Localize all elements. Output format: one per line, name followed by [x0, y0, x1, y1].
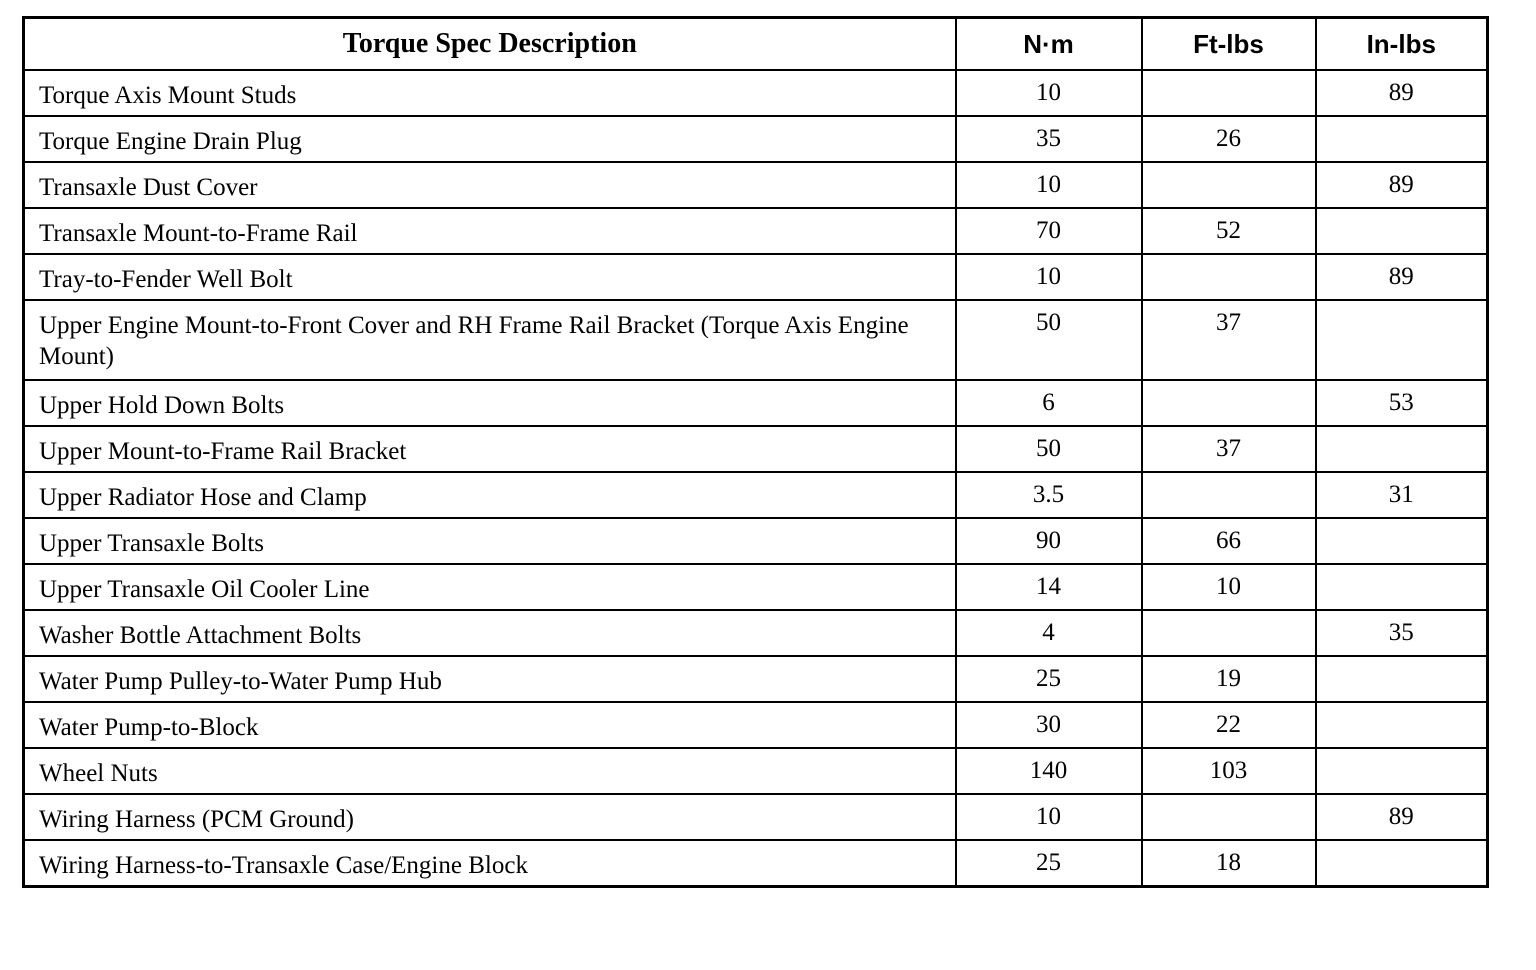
- cell-description: Wheel Nuts: [24, 748, 956, 794]
- cell-inlbs: [1316, 518, 1488, 564]
- cell-inlbs: 53: [1316, 380, 1488, 426]
- cell-description: Torque Engine Drain Plug: [24, 116, 956, 162]
- table-row: [24, 254, 1488, 300]
- cell-inlbs: [1316, 564, 1488, 610]
- cell-description: Tray-to-Fender Well Bolt: [24, 254, 956, 300]
- cell-ftlbs: [1142, 380, 1316, 426]
- cell-inlbs: [1316, 116, 1488, 162]
- cell-nm: 50: [956, 426, 1142, 472]
- cell-description: Upper Radiator Hose and Clamp: [24, 472, 956, 518]
- cell-nm: 30: [956, 702, 1142, 748]
- cell-inlbs: 31: [1316, 472, 1488, 518]
- cell-description: Washer Bottle Attachment Bolts: [24, 610, 956, 656]
- cell-description: Torque Axis Mount Studs: [24, 70, 956, 116]
- cell-ftlbs: [1142, 794, 1316, 840]
- cell-inlbs: 89: [1316, 254, 1488, 300]
- cell-ftlbs: 19: [1142, 656, 1316, 702]
- table-row: [24, 208, 1488, 254]
- cell-description: Upper Hold Down Bolts: [24, 380, 956, 426]
- cell-description: Wiring Harness-to-Transaxle Case/Engine Block: [24, 840, 956, 886]
- cell-ftlbs: 10: [1142, 564, 1316, 610]
- cell-ftlbs: [1142, 70, 1316, 116]
- cell-inlbs: [1316, 702, 1488, 748]
- cell-ftlbs: 66: [1142, 518, 1316, 564]
- cell-inlbs: [1316, 426, 1488, 472]
- cell-ftlbs: 18: [1142, 840, 1316, 886]
- table-row: [24, 748, 1488, 794]
- table-row: [24, 610, 1488, 656]
- cell-inlbs: [1316, 748, 1488, 794]
- cell-ftlbs: 22: [1142, 702, 1316, 748]
- cell-ftlbs: 37: [1142, 300, 1316, 380]
- cell-description: Water Pump-to-Block: [24, 702, 956, 748]
- cell-inlbs: 35: [1316, 610, 1488, 656]
- cell-ftlbs: 103: [1142, 748, 1316, 794]
- table-row: [24, 656, 1488, 702]
- table-row: [24, 564, 1488, 610]
- cell-description: Wiring Harness (PCM Ground): [24, 794, 956, 840]
- cell-inlbs: [1316, 840, 1488, 886]
- cell-description: Transaxle Dust Cover: [24, 162, 956, 208]
- header-description: Torque Spec Description: [24, 18, 956, 71]
- cell-description: Upper Transaxle Bolts: [24, 518, 956, 564]
- cell-ftlbs: [1142, 162, 1316, 208]
- cell-ftlbs: 26: [1142, 116, 1316, 162]
- cell-nm: 10: [956, 70, 1142, 116]
- header-inlbs: In-lbs: [1316, 18, 1488, 71]
- table-row: [24, 380, 1488, 426]
- cell-nm: 10: [956, 254, 1142, 300]
- cell-nm: 25: [956, 840, 1142, 886]
- header-nm: N·m: [956, 18, 1142, 71]
- cell-nm: 4: [956, 610, 1142, 656]
- table-row: [24, 116, 1488, 162]
- table-row: [24, 840, 1488, 886]
- header-row: [24, 18, 1488, 71]
- cell-nm: 140: [956, 748, 1142, 794]
- cell-nm: 50: [956, 300, 1142, 380]
- cell-ftlbs: [1142, 472, 1316, 518]
- cell-nm: 3.5: [956, 472, 1142, 518]
- cell-inlbs: [1316, 300, 1488, 380]
- cell-description: Transaxle Mount-to-Frame Rail: [24, 208, 956, 254]
- cell-inlbs: [1316, 656, 1488, 702]
- torque-spec-table: [22, 16, 1489, 888]
- cell-description: Upper Mount-to-Frame Rail Bracket: [24, 426, 956, 472]
- table-row: [24, 426, 1488, 472]
- cell-description: Upper Transaxle Oil Cooler Line: [24, 564, 956, 610]
- cell-nm: 35: [956, 116, 1142, 162]
- cell-nm: 6: [956, 380, 1142, 426]
- table-row: [24, 300, 1488, 380]
- cell-description: Water Pump Pulley-to-Water Pump Hub: [24, 656, 956, 702]
- cell-description: Upper Engine Mount-to-Front Cover and RH Frame Rail Bracket (Torque Axis Engine Mount): [24, 300, 956, 380]
- cell-inlbs: 89: [1316, 794, 1488, 840]
- table-row: [24, 702, 1488, 748]
- cell-inlbs: 89: [1316, 70, 1488, 116]
- cell-nm: 70: [956, 208, 1142, 254]
- cell-nm: 25: [956, 656, 1142, 702]
- table-row: [24, 518, 1488, 564]
- table-row: [24, 794, 1488, 840]
- header-ftlbs: Ft-lbs: [1142, 18, 1316, 71]
- cell-ftlbs: [1142, 254, 1316, 300]
- cell-nm: 10: [956, 794, 1142, 840]
- cell-nm: 90: [956, 518, 1142, 564]
- cell-nm: 10: [956, 162, 1142, 208]
- cell-ftlbs: 37: [1142, 426, 1316, 472]
- table-row: [24, 162, 1488, 208]
- table-row: [24, 70, 1488, 116]
- table-row: [24, 472, 1488, 518]
- cell-inlbs: 89: [1316, 162, 1488, 208]
- cell-ftlbs: [1142, 610, 1316, 656]
- cell-nm: 14: [956, 564, 1142, 610]
- cell-ftlbs: 52: [1142, 208, 1316, 254]
- cell-inlbs: [1316, 208, 1488, 254]
